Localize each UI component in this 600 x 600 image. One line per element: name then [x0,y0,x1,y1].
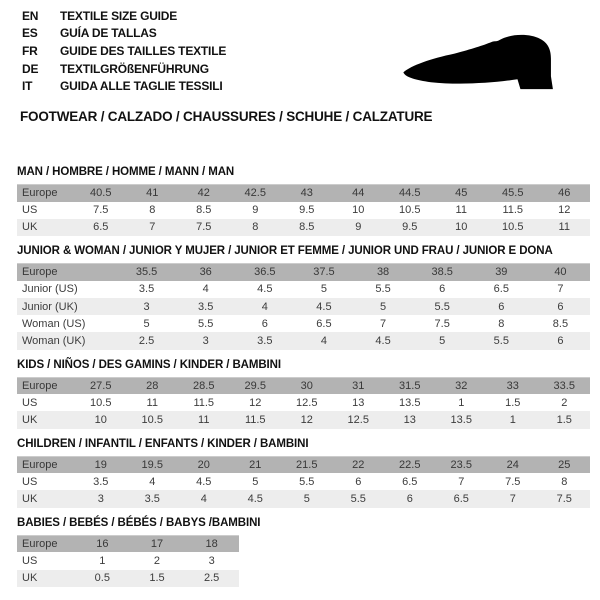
language-label: GUÍA DE TALLAS [60,26,157,41]
size-table-title: BABIES / BEBÉS / BÉBÉS / BABYS /BAMBINI [17,516,261,529]
size-cell: 20 [197,458,210,471]
size-cell: 6 [557,334,564,347]
size-cell: 12 [558,204,571,217]
size-table-title: JUNIOR & WOMAN / JUNIOR Y MUJER / JUNIOR ET FEMME / JUNIOR UND FRAU / JUNIOR E DONA [17,245,553,258]
language-row-de [22,60,226,78]
table-row-uk [17,219,590,236]
size-cell: 19 [94,458,107,471]
size-cell: 3.5 [257,334,273,347]
size-cell: 40.5 [90,187,112,200]
size-cell: 8 [252,221,259,234]
size-cell: 3 [202,334,209,347]
size-cell: 7 [380,317,387,330]
size-cell: 42.5 [244,187,266,200]
size-cell: 8.5 [196,204,212,217]
size-cell: 4.5 [316,300,332,313]
size-cell: 13 [403,413,416,426]
size-cell: 3.5 [144,493,160,506]
size-cell: 11 [198,413,210,426]
size-cell: 1.5 [149,572,165,585]
size-cell: 35.5 [135,266,158,279]
language-label: GUIDA ALLE TAGLIE TESSILI [60,79,223,94]
language-code: ES [22,26,38,41]
language-code: EN [22,8,39,23]
size-cell: 5.5 [493,334,509,347]
row-label: Woman (US) [22,317,86,330]
size-cell: 11 [455,204,467,217]
size-cell: 38 [376,266,390,279]
size-cell: 16 [96,537,109,550]
size-cell: 3 [97,493,104,506]
size-cell: 2.5 [204,572,220,585]
size-cell: 46 [558,187,571,200]
size-cell: 44 [352,187,365,200]
size-cell: 3 [143,300,150,313]
size-cell: 6 [498,300,505,313]
size-cell: 27.5 [90,379,112,392]
size-cell: 32 [455,379,468,392]
size-cell: 9.5 [402,221,418,234]
category-line: FOOTWEAR / CALZADO / CHAUSSURES / SCHUHE / CALZATURE [20,109,433,124]
size-cell: 22.5 [399,458,421,471]
size-cell: 10.5 [399,204,421,217]
size-table-section-children [17,438,590,508]
size-table [17,263,590,349]
size-cell: 17 [150,537,164,550]
size-cell: 7 [557,283,564,296]
language-row-en [22,7,226,25]
table-row-europe [17,535,239,552]
size-cell: 3.5 [198,300,214,313]
row-label: Europe [22,537,58,550]
size-cell: 11 [558,221,570,234]
size-cell: 7.5 [434,317,450,330]
size-table [17,184,590,236]
size-cell: 3 [208,554,215,567]
language-row-es [22,25,226,43]
table-row-us [17,473,590,490]
size-cell: 1 [509,413,516,426]
size-cell: 5.5 [198,317,214,330]
table-row-us [17,202,590,219]
size-cell: 9.5 [299,204,315,217]
size-cell: 11.5 [193,396,215,409]
table-row-uk [17,411,590,428]
size-cell: 7 [458,475,465,488]
table-row-us [17,552,239,569]
size-cell: 4.5 [375,334,391,347]
size-cell: 11.5 [244,413,266,426]
size-cell: 4 [261,300,268,313]
size-cell: 41 [146,187,159,200]
language-row-fr [22,42,226,60]
size-table-section-man [17,166,590,236]
size-table-section-junior_woman [17,245,590,349]
size-cell: 36.5 [254,266,276,279]
size-cell: 6.5 [93,221,109,234]
size-table-section-babies [17,517,590,587]
size-cell: 45 [455,187,468,200]
size-cell: 2.5 [138,334,155,347]
size-cell: 8 [498,317,505,330]
size-cell: 22 [352,458,365,471]
language-code: FR [22,43,38,58]
size-cell: 6 [406,493,413,506]
size-cell: 40 [554,266,567,279]
size-cell: 7.5 [93,204,109,217]
size-cell: 23.5 [450,458,472,471]
size-cell: 5 [252,475,259,488]
size-cell: 31.5 [399,379,421,392]
size-cell: 18 [205,537,218,550]
row-label: Europe [22,458,58,471]
size-cell: 6 [557,300,564,313]
row-label: US [22,554,38,567]
size-cell: 12.5 [347,413,369,426]
size-cell: 12 [300,413,313,426]
size-cell: 4 [320,334,327,347]
size-cell: 8.5 [552,317,569,330]
size-cell: 4.5 [257,283,273,296]
size-cell: 4.5 [247,493,263,506]
size-cell: 7.5 [196,221,212,234]
size-cell: 2 [561,396,568,409]
size-cell: 24 [506,458,519,471]
size-cell: 10.5 [502,221,524,234]
size-cell: 10 [352,204,365,217]
size-cell: 4 [202,283,209,296]
size-cell: 3.5 [138,283,155,296]
size-cell: 5 [320,283,327,296]
size-table-title: MAN / HOMBRE / HOMME / MANN / MAN [17,166,235,178]
row-label: UK [22,221,38,234]
size-cell: 21.5 [296,458,318,471]
size-cell: 6.5 [493,283,509,296]
row-label: Junior (UK) [22,300,78,313]
size-cell: 6.5 [453,493,469,506]
row-label: Europe [22,379,58,392]
size-cell: 28 [146,379,159,392]
size-cell: 8.5 [299,221,315,234]
table-row-us [17,394,590,411]
size-tables [17,166,590,587]
table-row-europe [17,456,590,473]
language-code: DE [22,61,39,76]
size-cell: 1.5 [556,413,572,426]
size-cell: 6 [261,317,268,330]
size-cell: 0.5 [94,572,110,585]
row-label: Europe [22,266,58,279]
row-label: Junior (US) [22,283,78,296]
language-label: TEXTILGRÖßENFÜHRUNG [60,61,209,76]
size-table [17,535,239,587]
size-table-title: KIDS / NIÑOS / DES GAMINS / KINDER / BAMBINI [17,358,281,371]
size-cell: 36 [199,266,212,279]
size-cell: 9 [355,221,362,234]
table-row-uk [17,570,239,587]
language-code: IT [22,79,33,94]
language-list [22,7,226,95]
size-cell: 21 [249,458,262,471]
size-cell: 6.5 [402,475,418,488]
row-label: Europe [22,187,58,200]
size-cell: 5 [380,300,387,313]
size-cell: 2 [153,554,161,567]
size-cell: 5.5 [375,283,391,296]
size-cell: 8 [149,204,156,217]
size-cell: 1 [458,396,465,409]
size-cell: 7 [509,493,516,506]
size-cell: 13.5 [450,413,472,426]
size-cell: 37.5 [313,266,335,279]
size-table-title: CHILDREN / INFANTIL / ENFANTS / KINDER / BAMBINI [17,437,309,450]
size-cell: 1.5 [505,396,521,409]
size-cell: 10.5 [90,396,112,409]
language-label: TEXTILE SIZE GUIDE [60,8,178,23]
table-row-woman-uk [17,332,590,349]
size-cell: 33 [506,379,519,392]
row-label: US [22,204,38,217]
size-cell: 10 [94,413,107,426]
size-cell: 13.5 [399,396,421,409]
size-cell: 5 [439,334,446,347]
size-cell: 4 [200,493,207,506]
size-cell: 5 [143,317,150,330]
size-cell: 1 [99,554,106,567]
size-cell: 28.5 [193,379,215,392]
table-row-uk [17,490,590,507]
table-row-woman-us [17,315,590,332]
table-row-europe [17,377,590,394]
table-row-junior-us [17,281,590,298]
size-cell: 7.5 [505,475,521,488]
size-cell: 12 [249,396,262,409]
size-cell: 3.5 [93,475,109,488]
row-label: US [22,475,38,488]
language-label: GUIDE DES TAILLES TEXTILE [60,43,227,58]
language-row-it [22,77,226,95]
size-cell: 12.5 [296,396,318,409]
size-cell: 10 [455,221,468,234]
size-cell: 5.5 [434,300,450,313]
size-cell: 31 [352,379,365,392]
size-cell: 6 [355,475,362,488]
row-label: UK [22,493,38,506]
size-cell: 44.5 [399,187,421,200]
size-cell: 25 [558,458,571,471]
shoe-icon [397,33,575,94]
size-cell: 6 [439,283,446,296]
table-row-europe [17,264,590,281]
size-cell: 13 [352,396,365,409]
row-label: UK [22,413,38,426]
size-cell: 33.5 [553,379,575,392]
size-cell: 7.5 [556,493,572,506]
row-label: UK [22,572,38,585]
size-cell: 10.5 [141,413,163,426]
size-cell: 42 [197,187,210,200]
row-label: Woman (UK) [22,334,86,347]
size-cell: 30 [300,379,313,392]
table-row-europe [17,185,590,202]
size-cell: 9 [252,204,259,217]
size-cell: 45.5 [502,187,524,200]
size-table [17,456,590,508]
size-cell: 8 [561,475,568,488]
size-cell: 19.5 [141,458,163,471]
size-cell: 5 [303,493,310,506]
size-cell: 11.5 [502,204,524,217]
size-cell: 5.5 [350,493,366,506]
row-label: US [22,396,38,409]
size-cell: 4.5 [196,475,212,488]
size-cell: 5.5 [299,475,315,488]
size-cell: 11 [146,396,158,409]
table-row-junior-uk [17,298,590,315]
size-cell: 4 [149,475,156,488]
size-cell: 7 [149,221,156,234]
size-cell: 6.5 [316,317,332,330]
size-cell: 39 [495,266,508,279]
size-cell: 29.5 [244,379,266,392]
size-cell: 38.5 [431,266,453,279]
size-table [17,377,590,429]
size-table-section-kids [17,359,590,429]
size-cell: 43 [300,187,313,200]
